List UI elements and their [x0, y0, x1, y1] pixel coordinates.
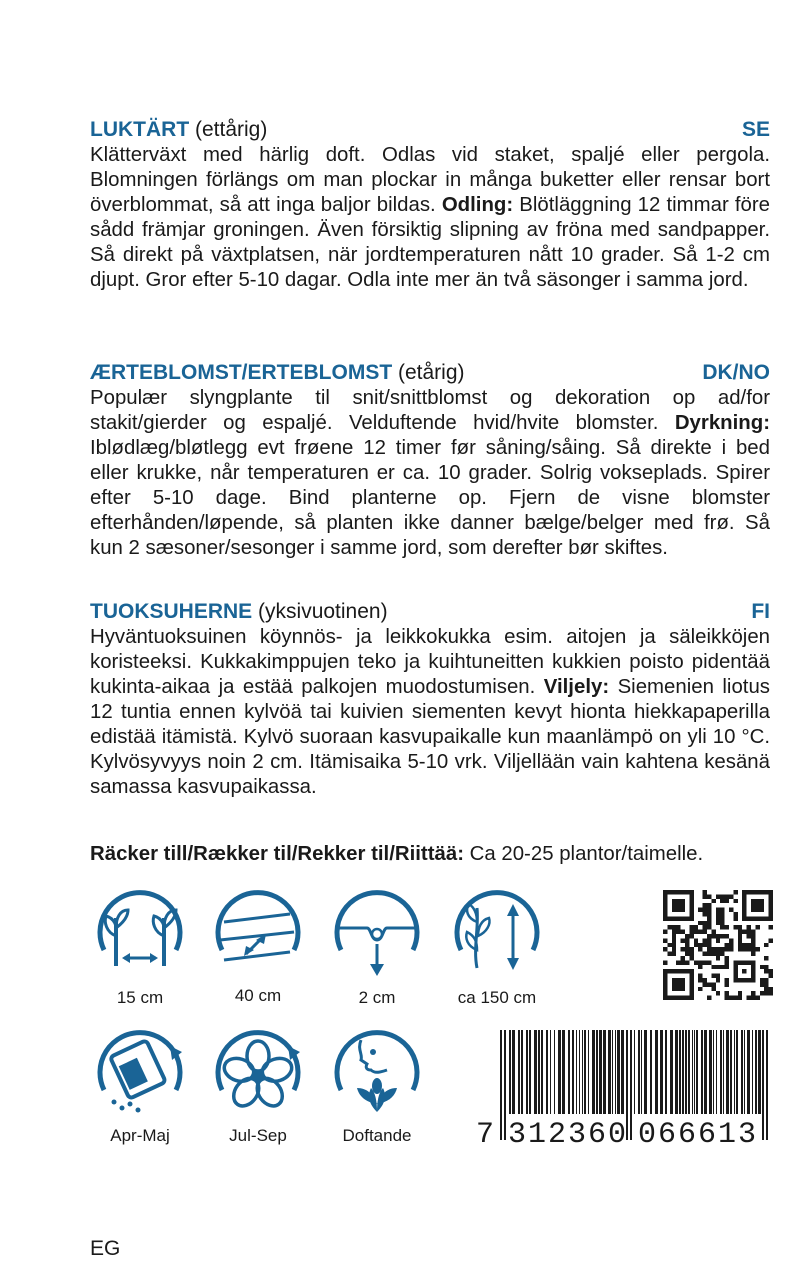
footer-code: EG: [90, 1237, 121, 1260]
cultivation-label: Viljely:: [543, 676, 610, 698]
plant-lifecycle: (ettårig): [195, 118, 268, 141]
language-code: FI: [751, 600, 770, 623]
flowering-time-label: Jul-Sep: [229, 1126, 287, 1145]
plant-spacing-label: 15 cm: [116, 988, 164, 1007]
plant-name: TUOKSUHERNE: [90, 600, 253, 623]
plant-spacing-icon: [90, 888, 190, 988]
yield-line: [90, 842, 703, 867]
section-text: Populær slyngplante til snit/snittblomst og dekoration op ad/for stakit/gierder og espaljé. Velduftende hvid/hvite blomster. Dyrkning: Iblødlæg/bløtlegg evt frøene 12 timer før såning/såing. Så direkte i bed eller krukke, når temperaturen er ca. 10 grader. Solrig vokseplads. Spirer efter 5-10 dage. Bind planterne op. Fjern de visne blomster efterhånden/løpende, så planten ikke danner bælge/belger med frø. Så kun 2 sæsoner/sesonger i samme jord, som derefter bør skiftes.: [90, 387, 770, 559]
cultivation-label: Dyrkning:: [674, 412, 770, 434]
section-text: Hyväntuoksuinen köynnös- ja leikkokukka esim. aitojen ja säleikköjen koristeeksi. Kukkakimppujen teko ja kuihtuneitten kukkien poisto pidentää kukinta-aikaa ja estää palkojen muodostumisen. Viljely: Siemenien liotus 12 tuntia ennen kylvöä tai kuivien siementen kevyt hionta hiekkapaperilla edistää itämistä. Kylvö suoraan kasvupaikalle kun maanlämpö on yli 10 °C. Kylvösyvyys noin 2 cm. Itämisaika 5-10 vrk. Viljellään vain kahtena kesänä samassa kasvupaikassa.: [90, 626, 770, 798]
section-heading: [90, 117, 770, 143]
barcode-digits-right: 066613: [638, 1118, 756, 1145]
section-heading: [90, 599, 770, 625]
sowing-time-icon: [90, 1024, 190, 1124]
plant-lifecycle: (yksivuotinen): [258, 600, 388, 623]
section-heading: [90, 360, 770, 386]
qr-code: [663, 890, 773, 1000]
section-dk-no: [90, 360, 770, 561]
plant-name: ÆRTEBLOMST/ERTEBLOMST: [90, 361, 393, 384]
fragrance-icon: [327, 1024, 427, 1124]
barcode-digit-first: 7: [476, 1118, 495, 1145]
language-code: DK/NO: [702, 361, 770, 384]
cultivation-label: Odling:: [441, 194, 514, 216]
plant-height-label: ca 150 cm: [457, 988, 537, 1007]
flowering-time-icon: [208, 1024, 308, 1124]
ean-barcode: [470, 1030, 774, 1145]
language-code: SE: [741, 118, 770, 141]
sowing-time-label: Apr-Maj: [110, 1126, 170, 1145]
sowing-depth-label: 2 cm: [358, 988, 396, 1007]
fragrance-label: Doftande: [342, 1126, 412, 1145]
yield-value: Ca 20-25 plantor/taimelle.: [463, 843, 704, 865]
section-text: Klätterväxt med härlig doft. Odlas vid staket, spaljé eller pergola. Blomningen förlängs om man plockar in många buketter eller rensar bort överblommat, så att inga baljor bildas. Odling: Blötläggning 12 timmar före sådd främjar groningen. Även försiktig slipning av fröna med sandpapper. Så direkt på växtplatsen, när jordtemperaturen nått 10 grader. Så 1-2 cm djupt. Gror efter 5-10 dagar. Odla inte mer än två säsonger i samma jord.: [90, 144, 770, 291]
plant-lifecycle: (etårig): [398, 361, 465, 384]
plant-height-icon: [447, 888, 547, 988]
section-se: [90, 117, 770, 293]
row-spacing-icon: [208, 888, 308, 988]
plant-name: LUKTÄRT: [90, 118, 190, 141]
section-fi: [90, 599, 770, 800]
yield-label: Räcker till/Rækker til/Rekker til/Riittää:: [90, 843, 464, 865]
sowing-depth-icon: [327, 888, 427, 988]
barcode-digits-left: 312360: [508, 1118, 626, 1145]
row-spacing-label: 40 cm: [234, 986, 282, 1005]
